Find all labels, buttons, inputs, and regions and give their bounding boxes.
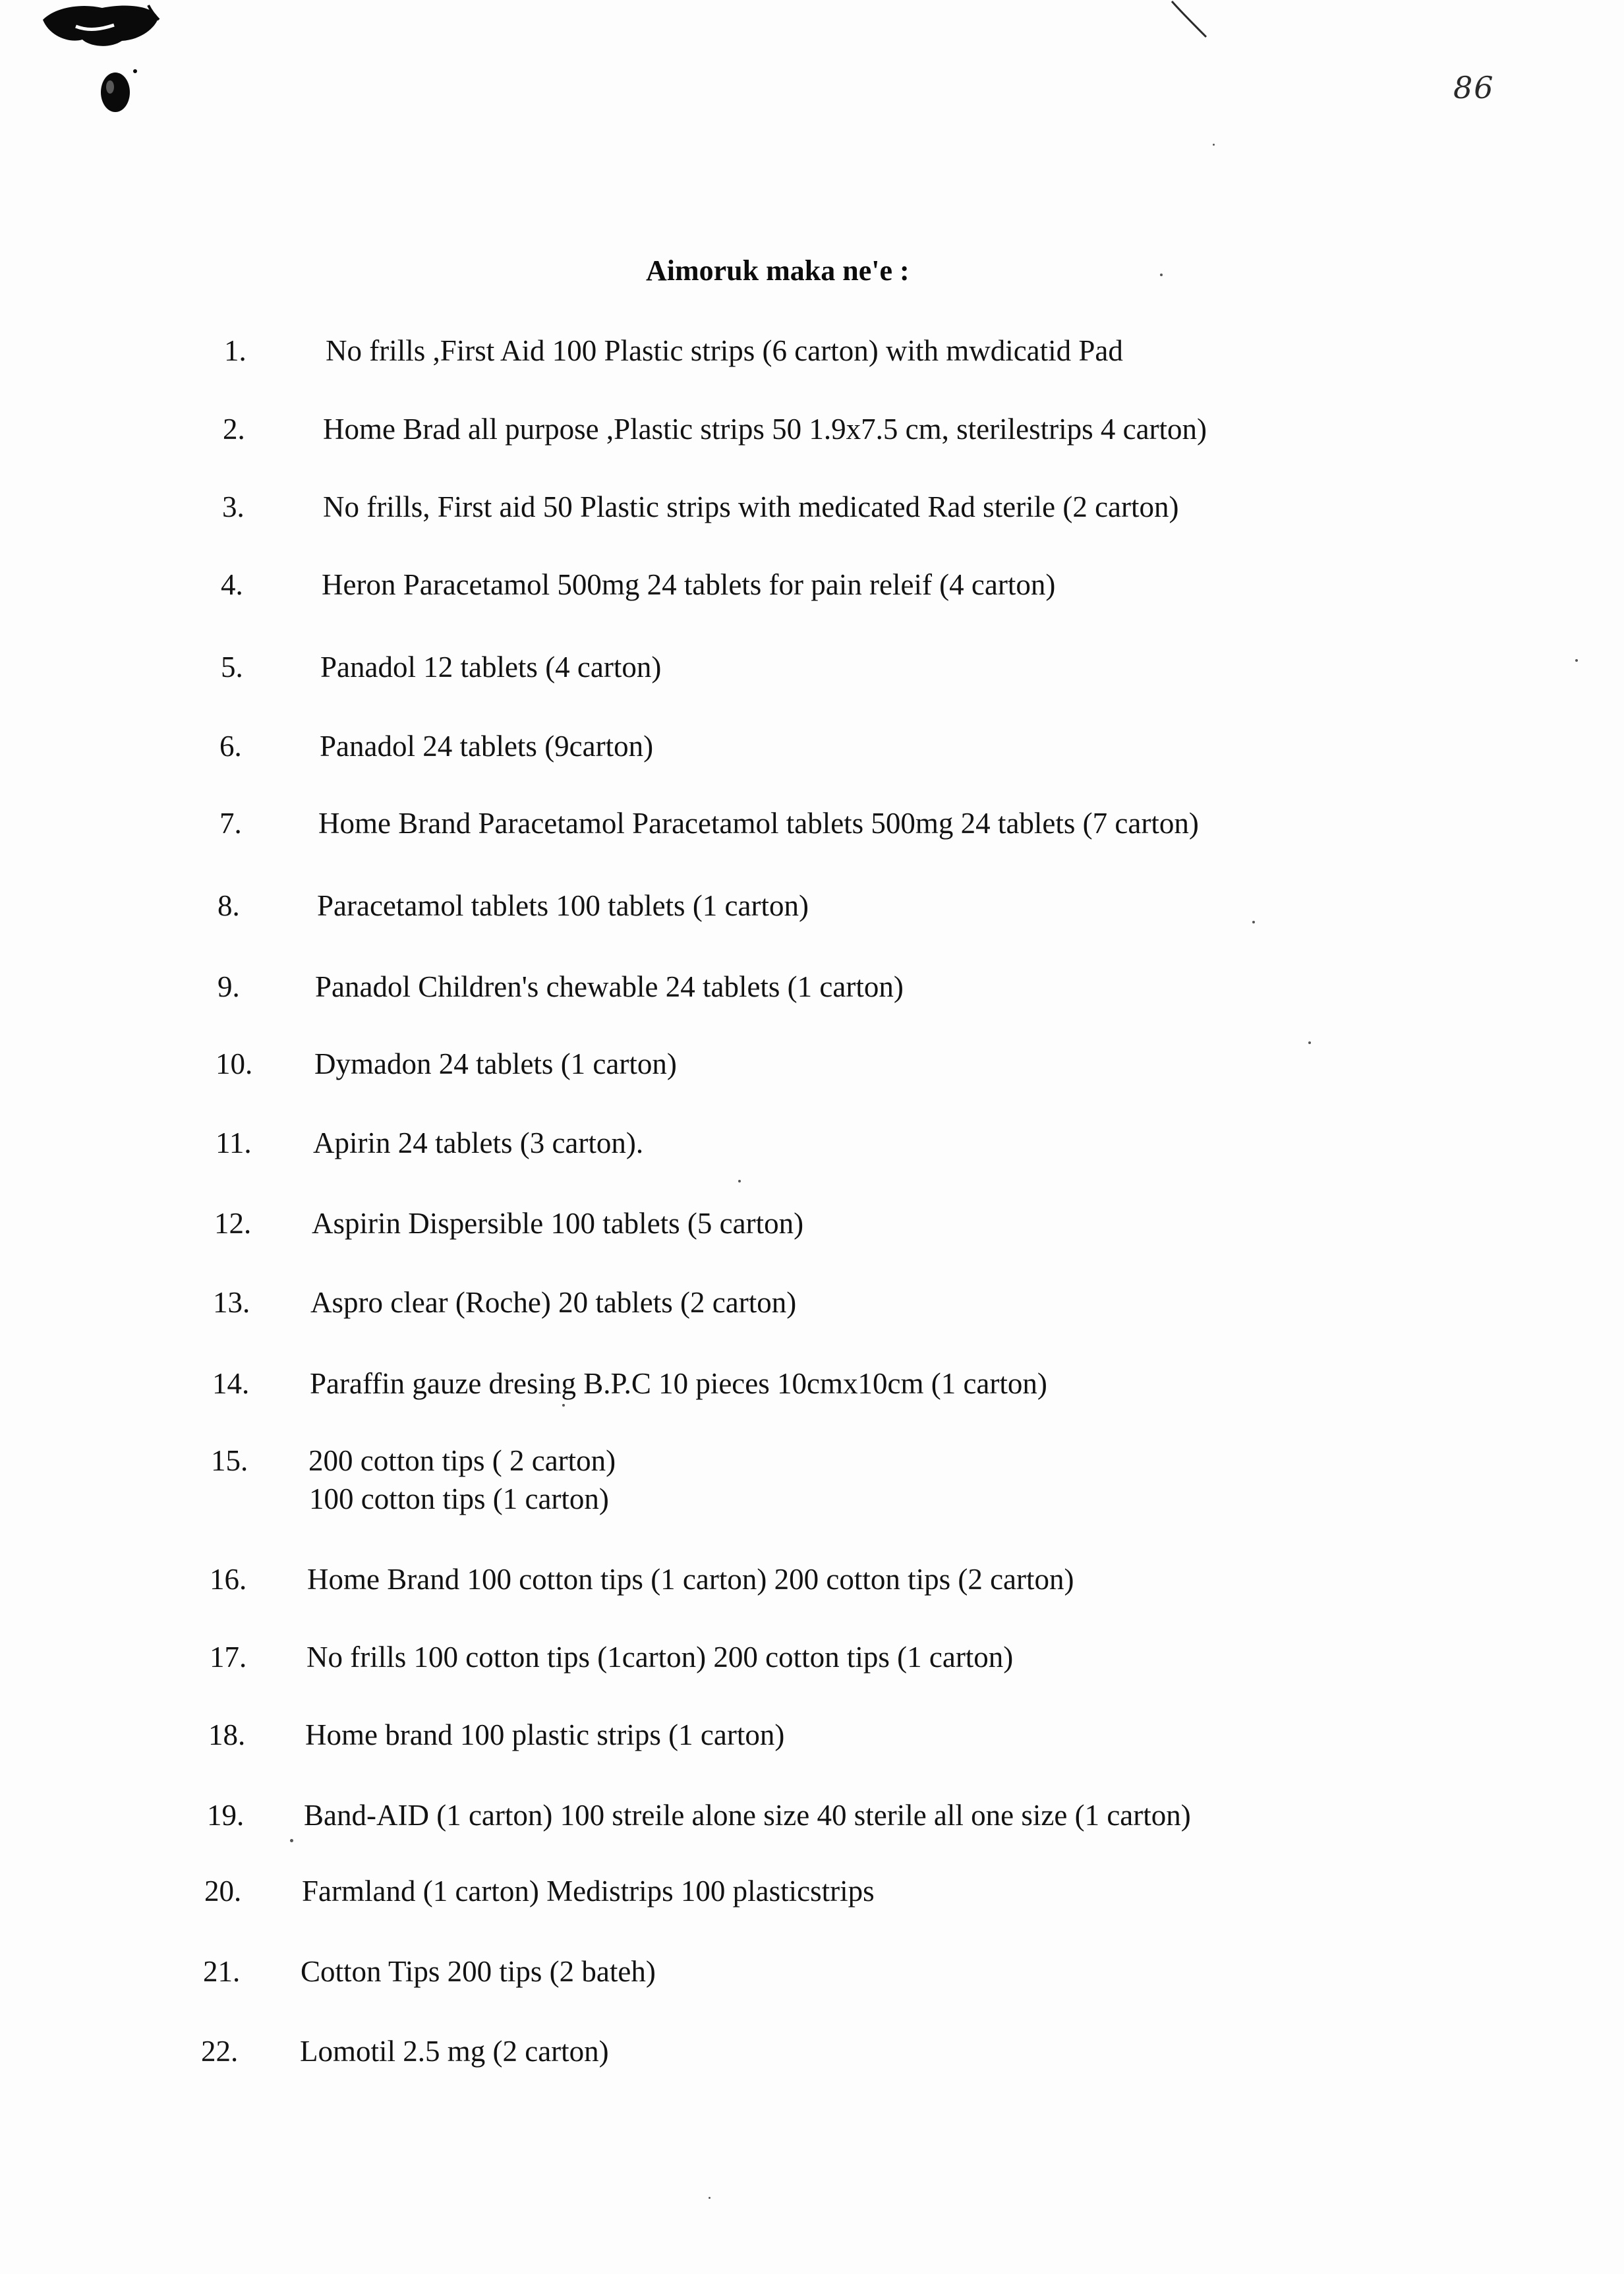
document-heading: Aimoruk maka ne'e : [646,254,910,287]
item-text: Heron Paracetamol 500mg 24 tablets for pain releif (4 carton) [322,568,1056,601]
scan-speck [738,1180,741,1182]
item-text: Panadol 12 tablets (4 carton) [320,651,662,684]
item-number: 7. [219,807,242,840]
page-number: 86 [1453,70,1495,105]
item-number: 8. [218,889,240,922]
item-text: 200 cotton tips ( 2 carton) [308,1444,616,1477]
scan-speck [1213,144,1215,146]
item-text: No frills ,First Aid 100 Plastic strips (6 carton) with mwdicatid Pad [326,334,1123,367]
item-text: Paracetamol tablets 100 tablets (1 carton) [317,889,809,922]
item-text: Aspirin Dispersible 100 tablets (5 carton) [312,1207,804,1240]
item-number: 20. [204,1875,242,1908]
item-number: 12. [214,1207,252,1240]
ink-blot-mark [36,0,161,125]
item-text: Cotton Tips 200 tips (2 bateh) [301,1955,656,1988]
item-text: No frills 100 cotton tips (1carton) 200 cotton tips (1 carton) [306,1641,1014,1674]
item-text: Farmland (1 carton) Medistrips 100 plasticstrips [302,1875,875,1908]
item-text: Home Brad all purpose ,Plastic strips 50 1.9x7.5 cm, sterilestrips 4 carton) [323,413,1207,446]
item-number: 14. [212,1367,250,1400]
item-number: 11. [216,1126,252,1159]
item-text: No frills, First aid 50 Plastic strips with medicated Rad sterile (2 carton) [323,490,1179,523]
item-text: Home Brand 100 cotton tips (1 carton) 200 cotton tips (2 carton) [307,1563,1074,1596]
scan-speck [290,1839,293,1842]
scan-speck [1308,1041,1311,1044]
item-text: Home Brand Paracetamol Paracetamol tablets 500mg 24 tablets (7 carton) [318,807,1199,840]
item-number: 1. [224,334,246,367]
item-text: Home brand 100 plastic strips (1 carton) [305,1718,785,1751]
item-text: Lomotil 2.5 mg (2 carton) [300,2035,609,2068]
item-number: 18. [208,1718,246,1751]
item-number: 21. [203,1955,241,1988]
item-number: 3. [222,490,245,523]
item-number: 6. [219,730,242,763]
scan-speck [1252,921,1255,923]
item-text: Panadol Children's chewable 24 tablets (1 carton) [315,970,904,1003]
item-text: Paraffin gauze dresing B.P.C 10 pieces 10cmx10cm (1 carton) [310,1367,1047,1400]
item-text: Aspro clear (Roche) 20 tablets (2 carton) [310,1286,797,1319]
scan-speck [1575,659,1578,662]
item-number: 9. [218,970,240,1003]
item-text: Panadol 24 tablets (9carton) [320,730,654,763]
item-number: 10. [216,1047,253,1080]
item-number: 17. [210,1641,247,1674]
item-number: 2. [223,413,245,446]
scan-speck [1160,274,1163,276]
scan-speck [709,2197,710,2199]
item-number: 22. [201,2035,239,2068]
item-number: 16. [210,1563,247,1596]
scan-speck [562,1404,565,1407]
item-number: 19. [207,1799,245,1832]
item-text: Dymadon 24 tablets (1 carton) [314,1047,677,1080]
item-number: 13. [213,1286,250,1319]
item-number: 5. [221,651,243,684]
item-text-continuation: 100 cotton tips (1 carton) [309,1482,609,1515]
item-text: Apirin 24 tablets (3 carton). [313,1126,644,1159]
item-text: Band-AID (1 carton) 100 streile alone size 40 sterile all one size (1 carton) [304,1799,1191,1832]
item-number: 15. [211,1444,248,1477]
item-number: 4. [221,568,243,601]
pen-stroke-mark [1167,0,1219,40]
